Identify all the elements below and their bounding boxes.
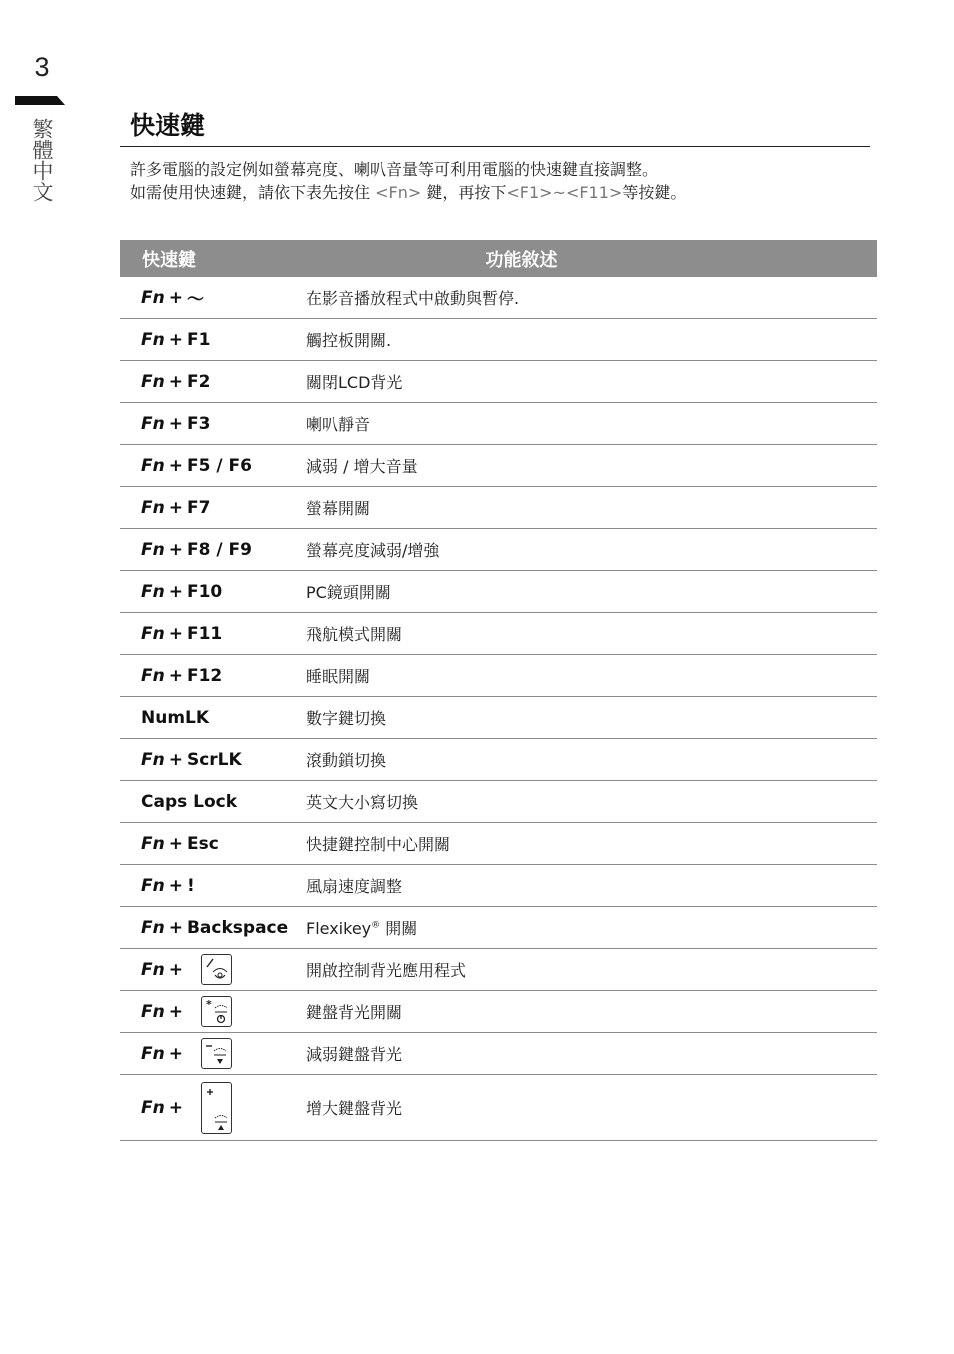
plus-sign: + (168, 623, 183, 644)
hotkey-cell (120, 498, 306, 518)
plus-sign: + (168, 749, 183, 770)
description-cell: 鍵盤背光開關 (306, 1003, 403, 1022)
description-cell: 在影音播放程式中啟動與暫停. (306, 289, 520, 308)
hotkey-cell (120, 708, 306, 728)
table-row (120, 529, 877, 571)
table-row (120, 739, 877, 781)
key-label: NumLK (141, 707, 210, 728)
plus-sign: + (168, 1043, 183, 1064)
plus-sign: + (168, 1001, 183, 1022)
table-row (120, 781, 877, 823)
description-cell: 飛航模式開關 (306, 625, 403, 644)
fn-key-ref: <Fn> (375, 183, 422, 202)
registered-mark: ® (371, 920, 381, 931)
key-label: F11 (186, 623, 223, 644)
hotkey-cell (120, 1082, 306, 1134)
fn-label: Fn (141, 1097, 165, 1118)
description-text: 開關 (380, 919, 418, 938)
key-label: F8 / F9 (186, 539, 252, 560)
plus-sign: + (168, 665, 183, 686)
fn-label: Fn (141, 539, 165, 560)
hotkey-cell (120, 834, 306, 854)
intro-line-1: 許多電腦的設定例如螢幕亮度、喇叭音量等可利用電腦的快速鍵直接調整。 (130, 160, 659, 179)
fn-label: Fn (141, 455, 165, 476)
hotkey-cell (120, 372, 306, 392)
table-header (120, 240, 877, 277)
key-label: ～ (186, 290, 204, 310)
description-cell: 睡眠開關 (306, 667, 371, 686)
key-label: F7 (186, 497, 211, 518)
table-row (120, 571, 877, 613)
hotkey-cell (120, 624, 306, 644)
plus-sign: + (168, 455, 183, 476)
plus-sign: + (168, 833, 183, 854)
fn-label: Fn (141, 665, 165, 686)
plus-sign: + (168, 371, 183, 392)
key-label: ScrLK (186, 749, 242, 770)
svg-text:*: * (205, 998, 212, 1011)
description-cell: 滾動鎖切換 (306, 751, 387, 770)
plus-sign: + (168, 287, 183, 308)
plus-sign: + (168, 917, 183, 938)
table-row (120, 487, 877, 529)
key-label: ! (186, 875, 195, 896)
language-tab-label: 繁體中文 (30, 118, 54, 202)
description-cell: PC鏡頭開關 (306, 583, 391, 602)
hotkey-cell (120, 285, 306, 310)
plus-sign: + (168, 1097, 183, 1118)
key-label: Caps Lock (141, 791, 238, 812)
intro-text-part: 等按鍵。 (622, 183, 687, 202)
table-row (120, 403, 877, 445)
description-cell: 觸控板開關. (306, 331, 392, 350)
hotkey-cell (120, 330, 306, 350)
hotkey-cell (120, 666, 306, 686)
plus-sign: + (168, 875, 183, 896)
keyboard-backlight-app-key-icon (201, 954, 232, 985)
keyboard-backlight-toggle-key-icon (201, 996, 232, 1027)
key-label: F1 (186, 329, 211, 350)
hotkey-cell (120, 582, 306, 602)
table-row (120, 1033, 877, 1075)
description-cell: 數字鍵切換 (306, 709, 387, 728)
description-cell: 快捷鍵控制中心開關 (306, 835, 451, 854)
description-cell: 英文大小寫切換 (306, 793, 419, 812)
description-text: Flexikey (306, 919, 372, 938)
plus-sign: + (168, 497, 183, 518)
description-cell (306, 916, 877, 939)
description-cell: 減弱鍵盤背光 (306, 1045, 403, 1064)
hotkey-cell (120, 876, 306, 896)
fn-label: Fn (141, 371, 165, 392)
page-tab-marker (15, 96, 65, 105)
table-row (120, 319, 877, 361)
fn-label: Fn (141, 497, 165, 518)
intro-text-part: 如需使用快速鍵，請依下表先按住 (130, 183, 376, 202)
intro-text-part: 鍵，再按下 (421, 183, 507, 202)
plus-sign: + (168, 413, 183, 434)
intro-text (130, 158, 686, 204)
page-number: 3 (34, 52, 50, 82)
key-label: F5 / F6 (186, 455, 252, 476)
key-label: F3 (186, 413, 211, 434)
fn-label: Fn (141, 917, 165, 938)
table-row (120, 655, 877, 697)
fn-label: Fn (141, 413, 165, 434)
plus-sign: + (168, 581, 183, 602)
fn-label: Fn (141, 1001, 165, 1022)
keyboard-backlight-down-key-icon (201, 1038, 232, 1069)
table-row (120, 361, 877, 403)
section-title: 快速鍵 (130, 111, 206, 140)
description-cell: 關閉LCD背光 (306, 373, 403, 392)
title-divider (120, 146, 870, 147)
table-row (120, 277, 877, 319)
fn-label: Fn (141, 875, 165, 896)
key-label: F2 (186, 371, 211, 392)
header-hotkey: 快速鍵 (142, 249, 196, 271)
description-cell: 喇叭靜音 (306, 415, 371, 434)
fn-label: Fn (141, 833, 165, 854)
description-cell: 減弱 / 增大音量 (306, 457, 418, 476)
hotkey-cell (120, 540, 306, 560)
table-row (120, 697, 877, 739)
key-label: F10 (186, 581, 223, 602)
key-label: Esc (186, 833, 219, 854)
hotkey-cell (120, 414, 306, 434)
keyboard-backlight-up-key-icon (201, 1082, 232, 1134)
table-row (120, 907, 877, 949)
fn-label: Fn (141, 581, 165, 602)
table-row (120, 865, 877, 907)
header-description: 功能敘述 (485, 249, 558, 271)
hotkey-cell (120, 750, 306, 770)
table-row (120, 445, 877, 487)
hotkey-cell (120, 918, 306, 938)
table-row (120, 613, 877, 655)
intro-line-2 (130, 181, 686, 204)
key-label: Backspace (186, 917, 289, 938)
f-keys-ref: <F1>~<F11> (506, 183, 623, 202)
fn-label: Fn (141, 329, 165, 350)
table-row (120, 991, 877, 1033)
table-row (120, 1075, 877, 1141)
hotkey-cell (120, 954, 306, 985)
description-cell: 開啟控制背光應用程式 (306, 961, 467, 980)
plus-sign: + (168, 959, 183, 980)
hotkey-cell (120, 1038, 306, 1069)
description-cell: 螢幕開關 (306, 499, 371, 518)
fn-label: Fn (141, 959, 165, 980)
description-cell: 螢幕亮度減弱/增強 (306, 541, 440, 560)
table-row (120, 823, 877, 865)
description-cell: 增大鍵盤背光 (306, 1099, 403, 1118)
table-row (120, 949, 877, 991)
hotkey-cell (120, 792, 306, 812)
hotkey-table (120, 240, 877, 1141)
fn-label: Fn (141, 749, 165, 770)
plus-sign: + (168, 539, 183, 560)
plus-sign: + (168, 329, 183, 350)
key-label: F12 (186, 665, 223, 686)
hotkey-cell (120, 456, 306, 476)
fn-label: Fn (141, 1043, 165, 1064)
fn-label: Fn (141, 287, 165, 308)
description-cell: 風扇速度調整 (306, 877, 403, 896)
hotkey-cell (120, 996, 306, 1027)
fn-label: Fn (141, 623, 165, 644)
